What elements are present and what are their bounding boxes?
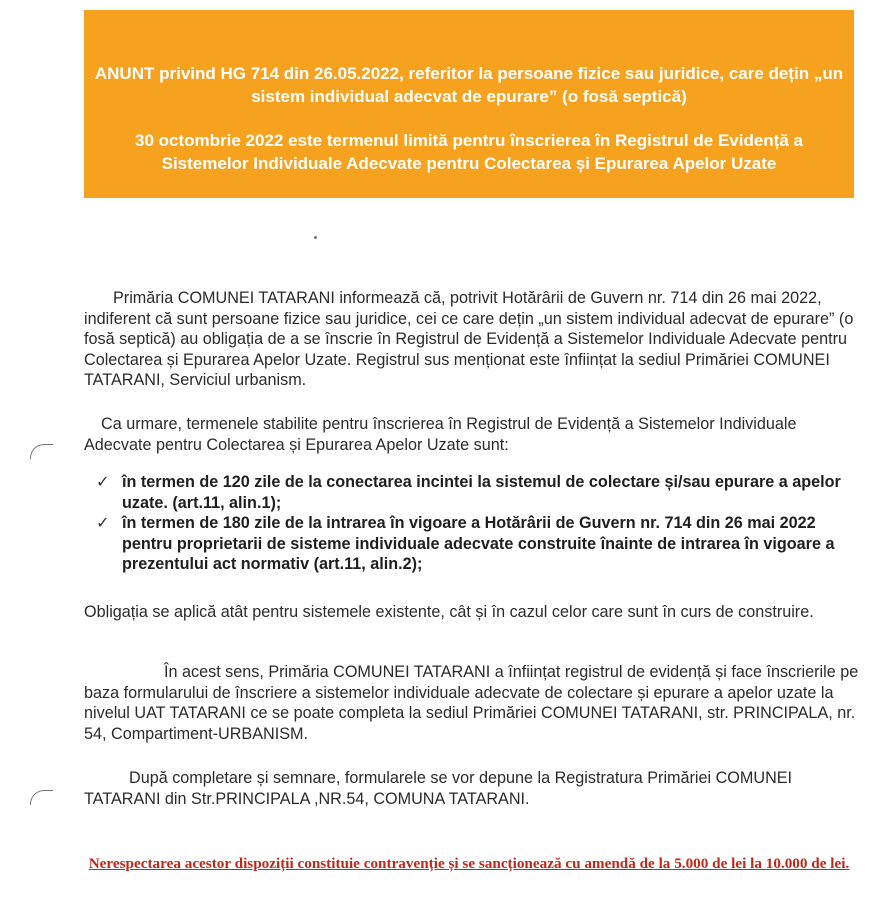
penalty-warning: Nerespectarea acestor dispoziții constituie contravenție și se sancționează cu amendă de la 5.000 de lei la 10.000 de lei. xyxy=(88,855,850,872)
deadline-text: în termen de 180 zile de la intrarea în vigoare a Hotărârii de Guvern nr. 714 din 26 mai 2022 pentru proprietarii de sisteme individuale adecvate construite înainte de intrarea în vigoare a prezentului act normativ (art.11, alin.2); xyxy=(122,514,835,573)
obligation-paragraph: Obligația se aplică atât pentru sistemele existente, cât și în cazul celor care sunt în curs de construire. xyxy=(84,603,814,621)
banner-deadline-text: 30 octombrie 2022 este termenul limită pentru înscrierea în Registrul de Evidență a Sistemelor Individuale Adecvate pentru Colectarea și Epurarea Apelor Uzate xyxy=(135,131,803,173)
scan-speck xyxy=(314,236,317,239)
banner-title: ANUNT privind HG 714 din 26.05.2022, referitor la persoane fizice sau juridice, care dețin „un sistem individual adecvat de epurare” (o fosă septică) xyxy=(94,64,844,106)
submission-paragraph: După completare și semnare, formularele se vor depune la Registratura Primăriei COMUNEI TATARANI din Str.PRINCIPALA ,NR.54, COMUNA TATARANI. xyxy=(84,769,793,808)
deadlines-list xyxy=(96,472,856,575)
intro-paragraph: Primăria COMUNEI TATARANI informează că, potrivit Hotărârii de Guvern nr. 714 din 26 mai 2022, indiferent că sunt persoane fizice sau juridice, cei ce care dețin „un sistem individual adecvat de epurare” (o fosă septică) au obligația de a se înscrie în Registrul de Evidență a Sistemelor Individuale Adecvate pentru Colectarea și Epurarea Apelor Uzate. Registrul sus menționat este înființat la sediul Primăriei COMUNEI TATARANI, Serviciul urbanism. xyxy=(84,289,854,389)
checkmark-icon: ✓ xyxy=(96,473,110,491)
deadlines-intro-paragraph: Ca urmare, termenele stabilite pentru înscrierea în Registrul de Evidență a Sistemelor Individuale Adecvate pentru Colectarea și Epurarea Apelor Uzate sunt: xyxy=(84,415,797,454)
checkmark-icon: ✓ xyxy=(96,514,110,532)
registration-paragraph: În acest sens, Primăria COMUNEI TATARANI a înființat registrul de evidență și face înscrierile pe baza formularului de înscriere a sistemelor individuale adecvate de colectare și epurare a apelor uzate la nivelul UAT TATARANI ce se poate completa la sediul Primăriei COMUNEI TATARANI, str. PRINCIPALA, nr. 54, Compartiment-URBANISM. xyxy=(84,663,859,743)
binder-hole-mark xyxy=(30,444,53,459)
list-item xyxy=(96,472,856,513)
list-item xyxy=(96,513,856,575)
deadline-text: în termen de 120 zile de la conectarea incintei la sistemul de colectare și/sau epurare a apelor uzate. (art.11, alin.1); xyxy=(122,473,841,512)
binder-hole-mark xyxy=(30,790,53,805)
announcement-banner xyxy=(84,10,854,198)
